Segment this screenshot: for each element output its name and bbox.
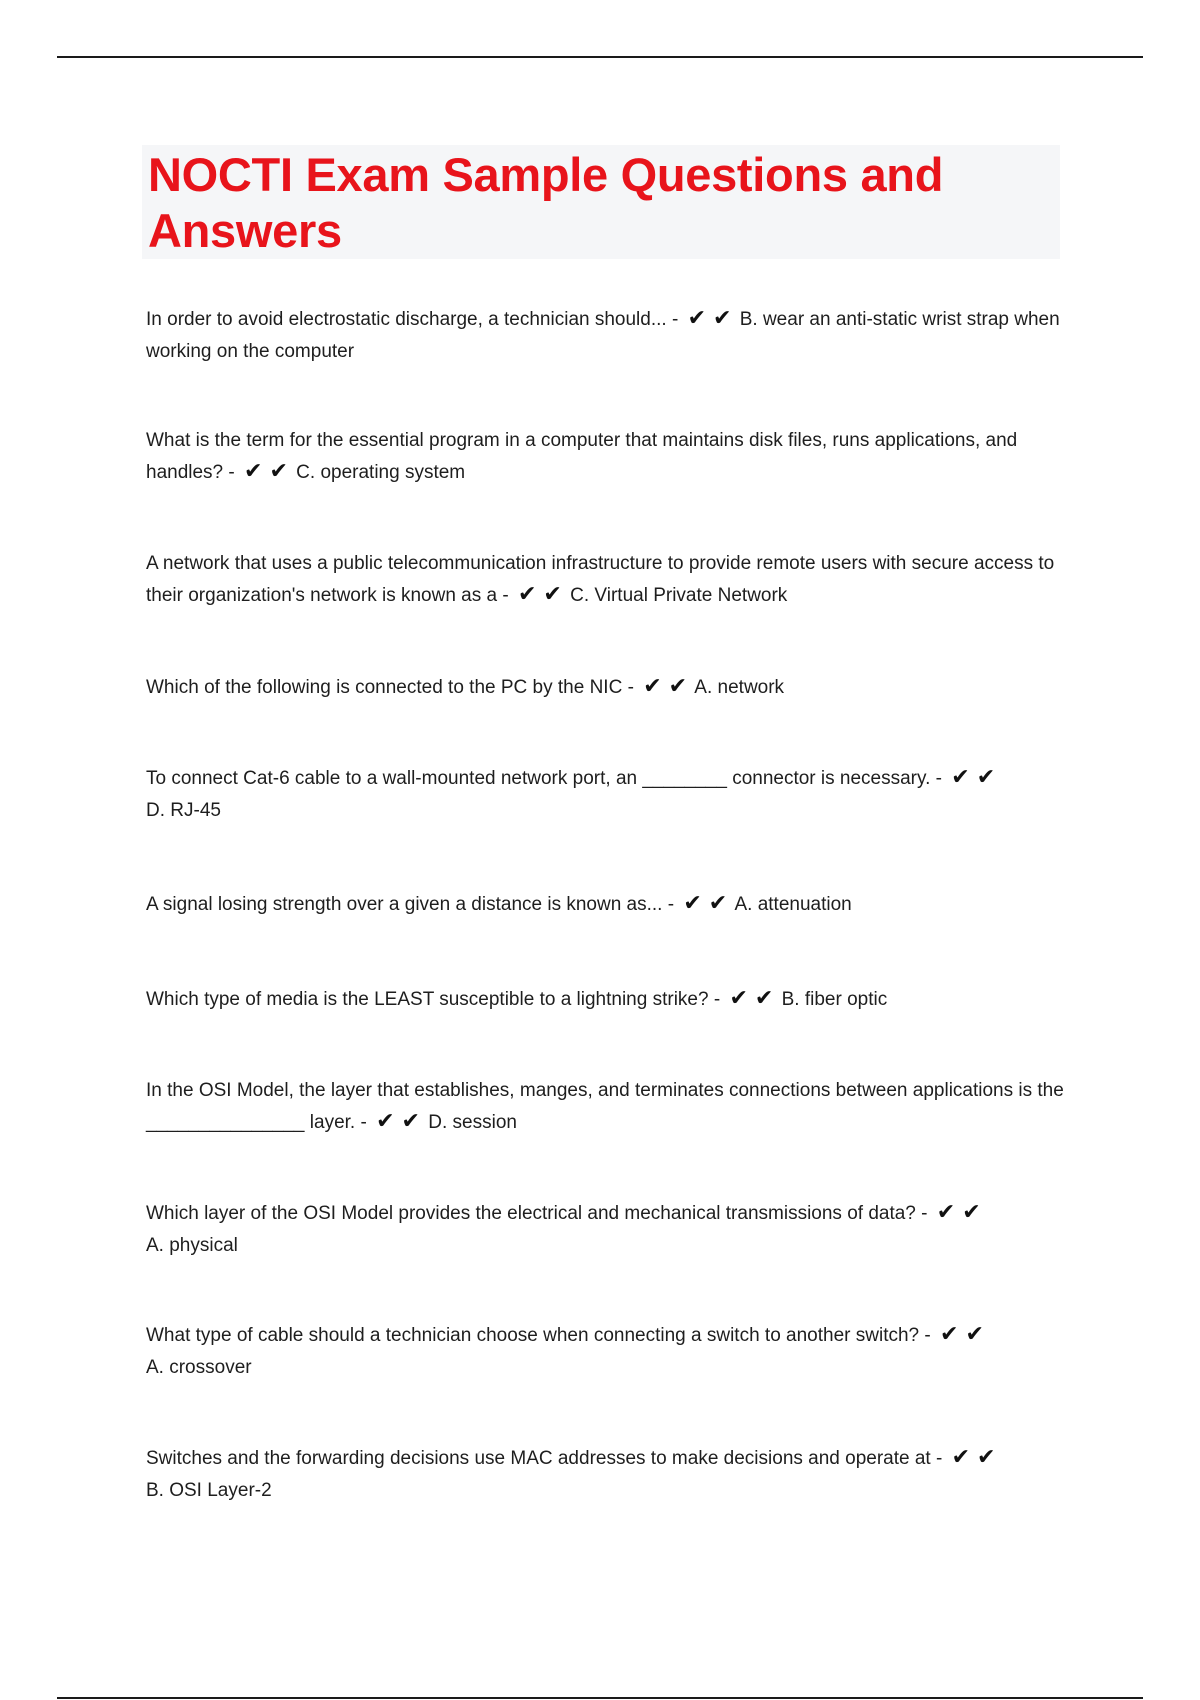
title-banner xyxy=(142,145,1060,259)
answer-text: D. RJ-45 xyxy=(146,800,221,821)
checkmark-icon: ✔ xyxy=(940,1322,959,1347)
question-text: To connect Cat-6 cable to a wall-mounted network port, an ________ connector is necessary. - xyxy=(146,768,942,789)
question-text: What type of cable should a technician choose when connecting a switch to another switch? - xyxy=(146,1325,931,1346)
checkmark-icon: ✔ xyxy=(708,891,728,916)
checkmark-icon: ✔ xyxy=(683,891,702,916)
checkmark-icon: ✔ xyxy=(269,459,288,484)
checkmark-icon: ✔ xyxy=(936,1200,956,1225)
checkmark-icon: ✔ xyxy=(951,1445,971,1470)
qa-item xyxy=(146,548,1066,612)
checkmark-icon: ✔ xyxy=(668,674,688,699)
qa-item xyxy=(146,889,1066,921)
answer-text: B. fiber optic xyxy=(781,989,888,1010)
checkmark-icon: ✔ xyxy=(754,986,774,1011)
qa-item xyxy=(146,1320,1066,1384)
qa-item xyxy=(146,1075,1066,1139)
question-text: A signal losing strength over a given a distance is known as... - xyxy=(146,894,675,915)
answer-text: C. Virtual Private Network xyxy=(570,585,788,606)
checkmark-icon: ✔ xyxy=(401,1109,420,1134)
question-text: Which of the following is connected to the PC by the NIC - xyxy=(146,677,634,698)
answer-text: B. wear an anti-static wrist strap when working on the computer xyxy=(146,309,1060,362)
answer-text: A. attenuation xyxy=(734,894,852,915)
question-text: In order to avoid electrostatic discharge, a technician should... - xyxy=(146,309,679,330)
question-text: Which layer of the OSI Model provides the electrical and mechanical transmissions of data? - xyxy=(146,1203,928,1224)
checkmark-icon: ✔ xyxy=(962,1200,981,1225)
checkmark-icon: ✔ xyxy=(976,765,996,790)
question-text: Which type of media is the LEAST susceptible to a lightning strike? - xyxy=(146,989,721,1010)
qa-item xyxy=(146,763,1066,827)
qa-item xyxy=(146,984,1066,1016)
question-text: What is the term for the essential program in a computer that maintains disk files, runs applications, and handles? - xyxy=(146,430,1018,483)
qa-item xyxy=(146,672,1066,704)
question-text: Switches and the forwarding decisions use MAC addresses to make decisions and operate at - xyxy=(146,1448,943,1469)
answer-text: A. physical xyxy=(146,1235,238,1256)
qa-item xyxy=(146,1443,1066,1507)
checkmark-icon: ✔ xyxy=(977,1445,996,1470)
checkmark-icon: ✔ xyxy=(713,306,732,331)
answer-text: A. crossover xyxy=(146,1357,252,1378)
qa-item xyxy=(146,304,1066,368)
checkmark-icon: ✔ xyxy=(965,1322,984,1347)
checkmark-icon: ✔ xyxy=(517,582,537,607)
checkmark-icon: ✔ xyxy=(951,765,970,790)
footer-rule xyxy=(57,1697,1143,1699)
answer-text: C. operating system xyxy=(296,462,466,483)
checkmark-icon: ✔ xyxy=(244,459,263,484)
question-text: In the OSI Model, the layer that establishes, manges, and terminates connections between applications is the _______________ layer. - xyxy=(146,1080,1064,1133)
answer-text: B. OSI Layer-2 xyxy=(146,1480,272,1501)
qa-item xyxy=(146,425,1066,489)
answer-text: D. session xyxy=(428,1112,517,1133)
answer-text: A. network xyxy=(694,677,785,698)
checkmark-icon: ✔ xyxy=(376,1109,395,1134)
checkmark-icon: ✔ xyxy=(687,306,707,331)
page-title: NOCTI Exam Sample Questions and Answers xyxy=(148,148,944,257)
question-text: A network that uses a public telecommunication infrastructure to provide remote users with secure access to their organization's network is known as a - xyxy=(146,553,1055,606)
checkmark-icon: ✔ xyxy=(543,582,562,607)
checkmark-icon: ✔ xyxy=(729,986,748,1011)
checkmark-icon: ✔ xyxy=(643,674,662,699)
qa-item xyxy=(146,1198,1066,1262)
header-rule xyxy=(57,56,1143,58)
